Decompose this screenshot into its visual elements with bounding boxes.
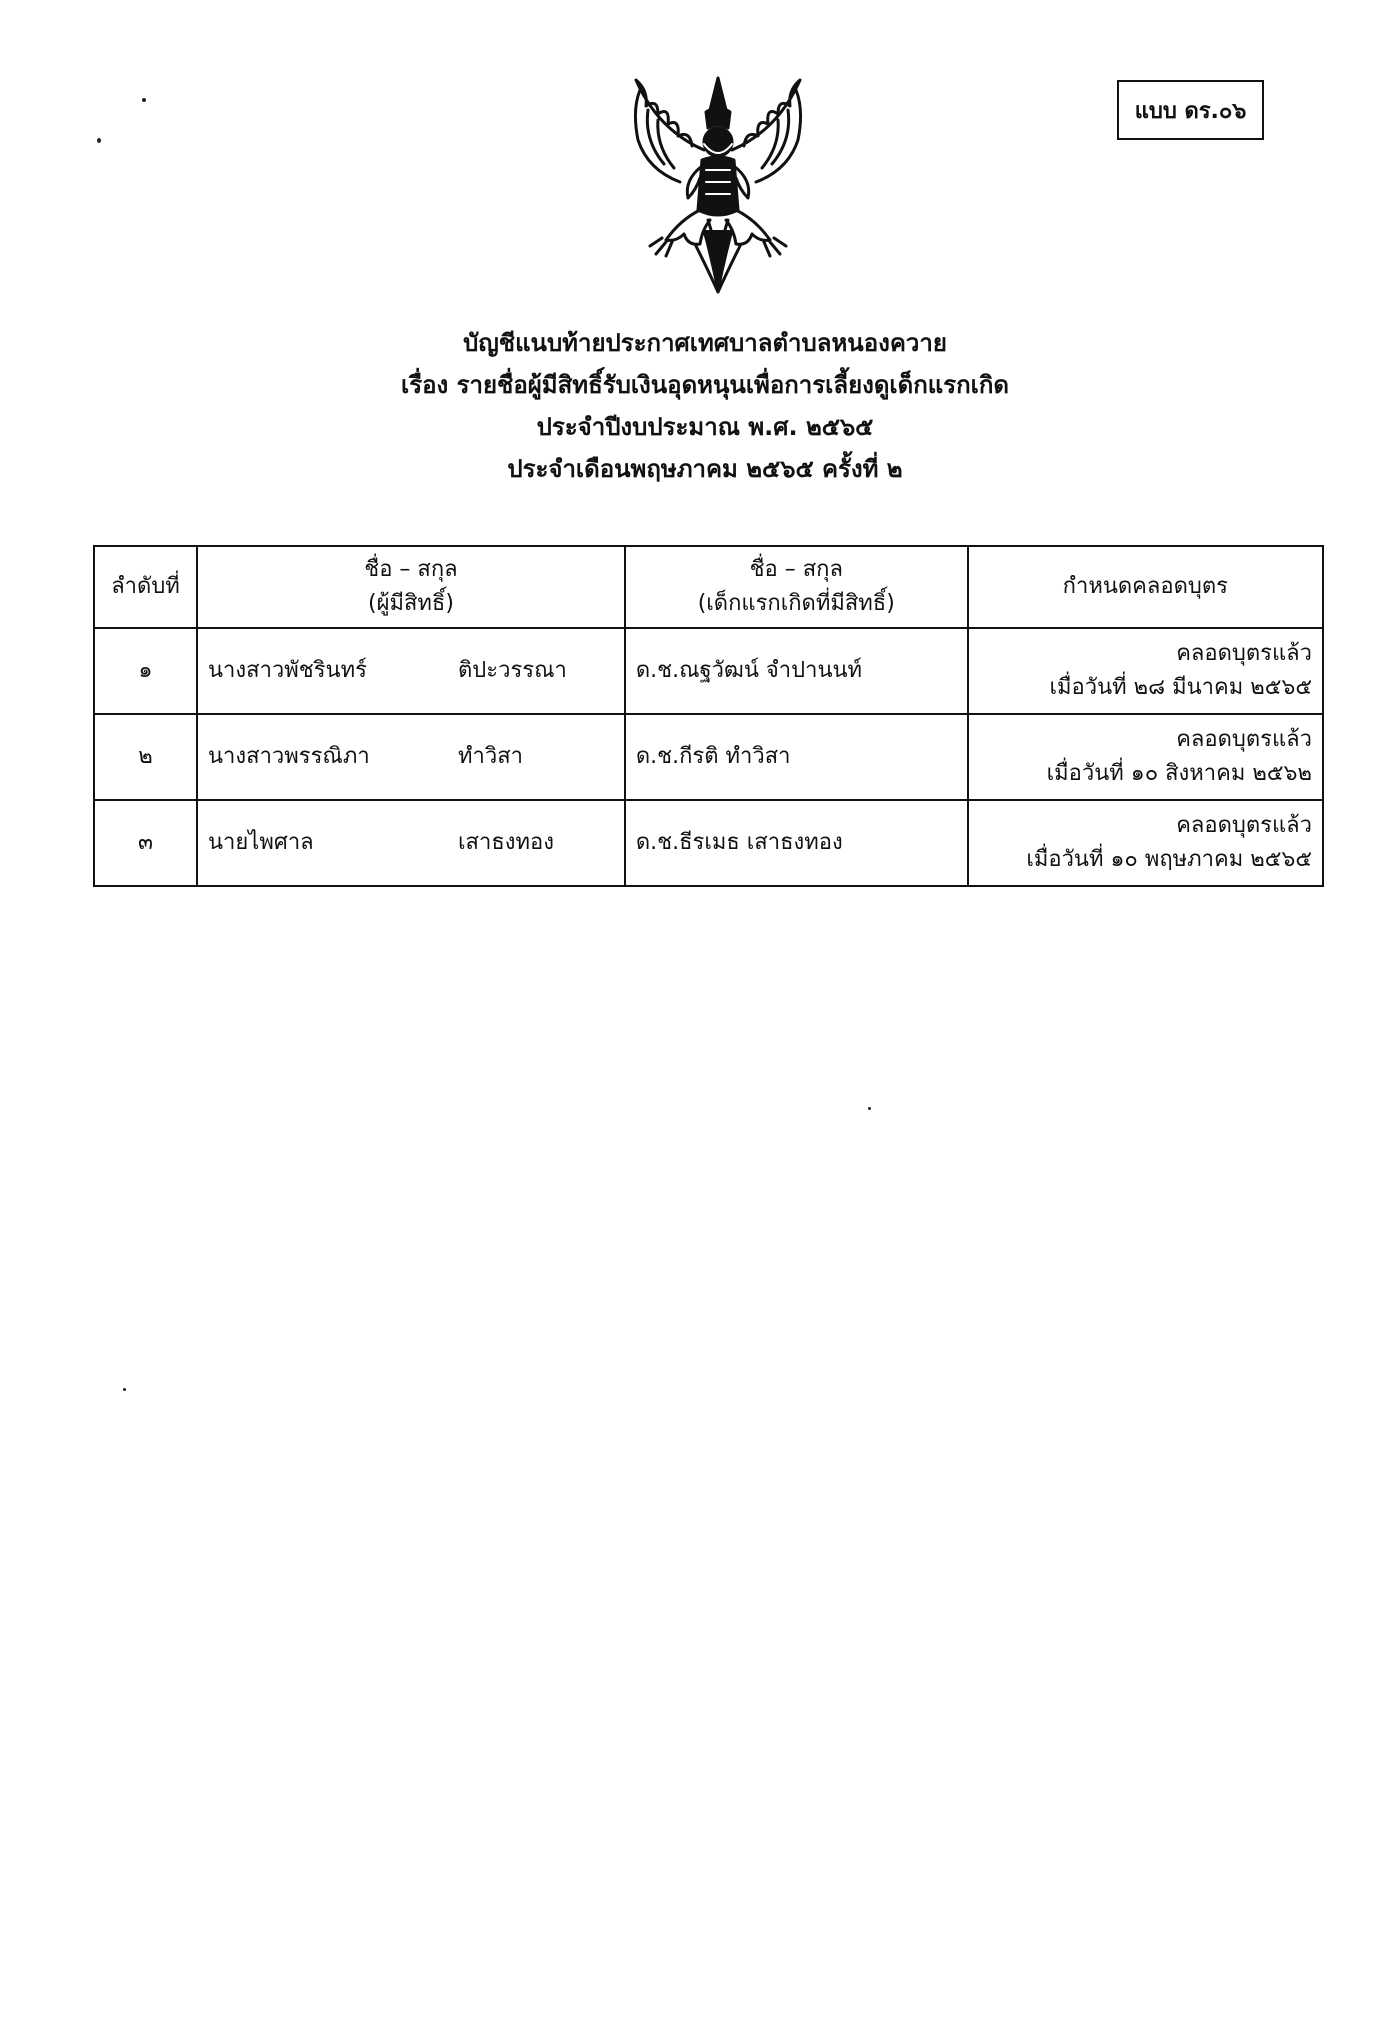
birth-status: คลอดบุตรแล้ว	[1176, 727, 1312, 752]
header-parent-line1: ชื่อ – สกุล	[364, 557, 458, 582]
parent-first-name: นางสาวพรรณิภา	[208, 744, 370, 769]
header-order-no: ลำดับที่	[94, 546, 197, 628]
beneficiary-table	[93, 545, 1324, 887]
row-child-name: ด.ช.ณฐวัฒน์ จำปานนท์	[625, 628, 968, 714]
row-child-name: ด.ช.ธีรเมธ เสาธงทอง	[625, 800, 968, 886]
header-child-name	[625, 546, 968, 628]
row-order-no: ๓	[94, 800, 197, 886]
header-child-line1: ชื่อ – สกุล	[749, 557, 843, 582]
birth-date: เมื่อวันที่ ๑๐ สิงหาคม ๒๕๖๒	[1046, 761, 1312, 786]
scan-speck	[97, 138, 101, 143]
table-header-row	[94, 546, 1323, 628]
birth-date: เมื่อวันที่ ๒๘ มีนาคม ๒๕๖๕	[1049, 675, 1312, 700]
title-line-4: ประจำเดือนพฤษภาคม ๒๕๖๕ ครั้งที่ ๒	[507, 455, 903, 483]
title-line-1: บัญชีแนบท้ายประกาศเทศบาลตำบลหนองควาย	[463, 329, 947, 357]
scan-speck	[123, 1388, 126, 1391]
parent-last-name: เสาธงทอง	[458, 830, 554, 855]
header-birth-date: กำหนดคลอดบุตร	[968, 546, 1323, 628]
row-order-no: ๑	[94, 628, 197, 714]
header-parent-name	[197, 546, 625, 628]
birth-date: เมื่อวันที่ ๑๐ พฤษภาคม ๒๕๖๕	[1026, 847, 1312, 872]
row-order-no: ๒	[94, 714, 197, 800]
row-child-name: ด.ช.กีรติ ทำวิสา	[625, 714, 968, 800]
document-title-block	[200, 322, 1210, 490]
row-parent-name	[197, 628, 625, 714]
parent-last-name: ติปะวรรณา	[458, 658, 567, 683]
row-birth-date	[968, 628, 1323, 714]
form-code-label: แบบ ดร.๐๖	[1134, 98, 1247, 124]
parent-first-name: นายไพศาล	[208, 830, 314, 855]
birth-status: คลอดบุตรแล้ว	[1176, 813, 1312, 838]
row-birth-date	[968, 800, 1323, 886]
row-parent-name	[197, 714, 625, 800]
table-row	[94, 714, 1323, 800]
table-row	[94, 628, 1323, 714]
title-line-2: เรื่อง รายชื่อผู้มีสิทธิ์รับเงินอุดหนุนเพื่อการเลี้ยงดูเด็กแรกเกิด	[401, 371, 1009, 399]
form-code-box	[1117, 80, 1264, 140]
row-birth-date	[968, 714, 1323, 800]
header-parent-line2: (ผู้มีสิทธิ์)	[367, 591, 454, 616]
header-child-line2: (เด็กแรกเกิดที่มีสิทธิ์)	[697, 591, 895, 616]
birth-status: คลอดบุตรแล้ว	[1176, 641, 1312, 666]
table-header	[94, 546, 1323, 628]
parent-last-name: ทำวิสา	[458, 744, 524, 769]
scan-speck	[868, 1107, 871, 1110]
parent-first-name: นางสาวพัชรินทร์	[208, 658, 367, 683]
row-parent-name	[197, 800, 625, 886]
title-line-3: ประจำปีงบประมาณ พ.ศ. ๒๕๖๕	[536, 413, 874, 441]
table-row	[94, 800, 1323, 886]
scan-speck	[142, 98, 146, 102]
garuda-emblem-icon	[618, 70, 818, 295]
